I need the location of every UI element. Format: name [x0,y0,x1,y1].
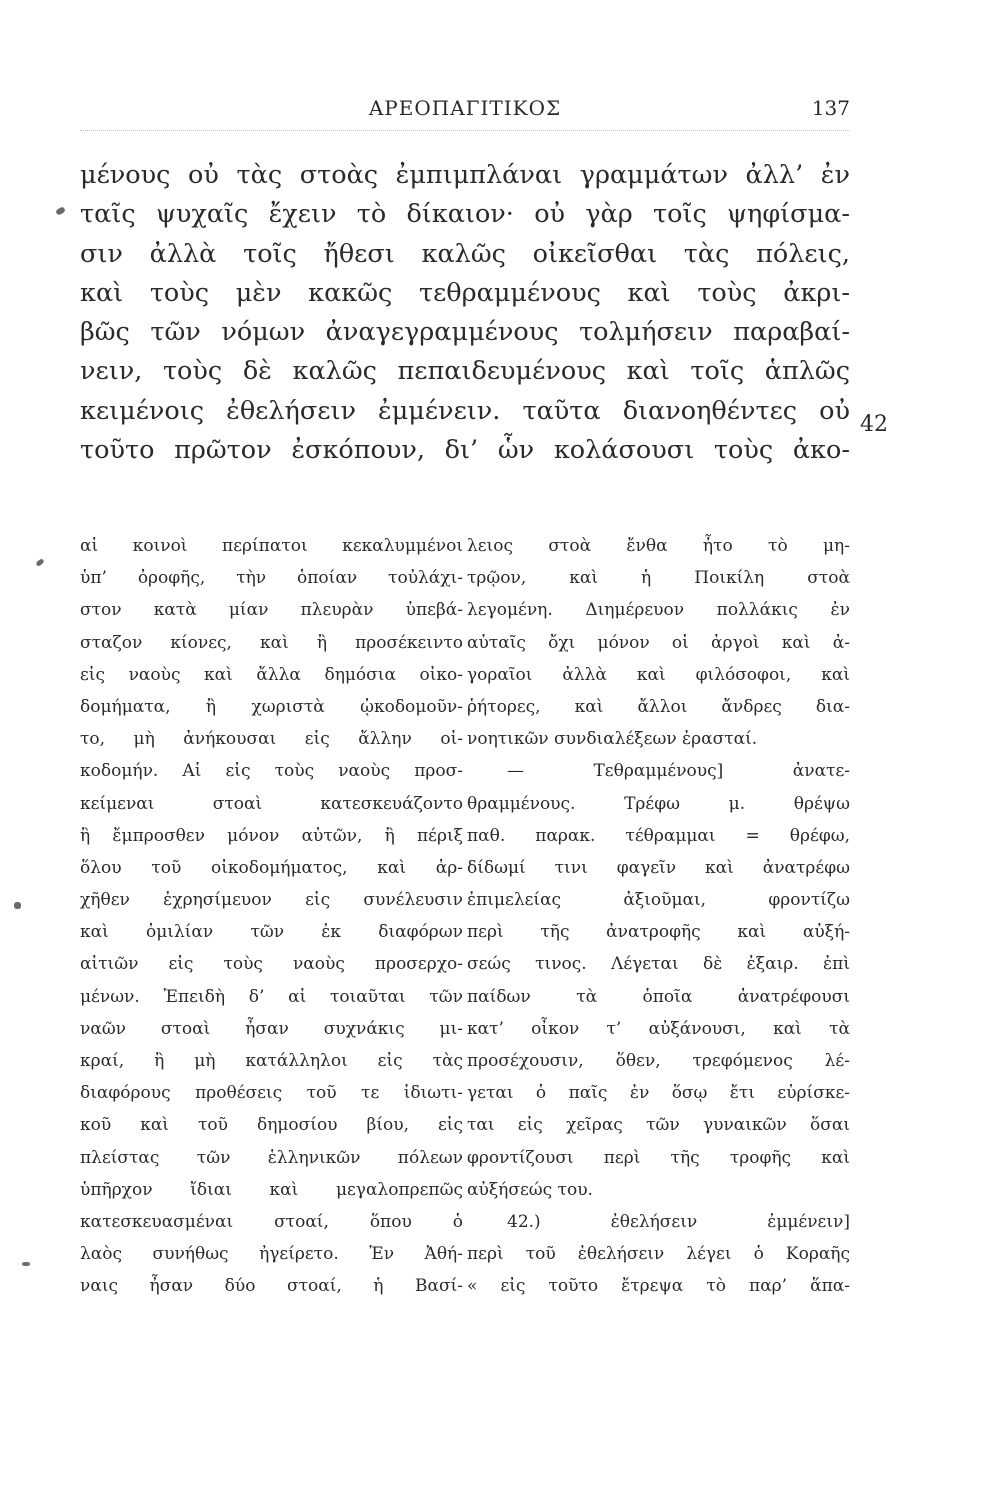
note-line: ἢ ἔμπροσθεν μόνον αὐτῶν, ἢ πέριξ [80,825,463,846]
note-line: παίδων τὰ ὁποῖα ἀνατρέφουσι [467,986,850,1007]
note-line: νοητικῶν συνδιαλέξεων ἐρασταί. [467,729,758,750]
main-text-line: σιν ἀλλὰ τοῖς ἤθεσι καλῶς οἰκεῖσθαι τὰς πόλεις, [80,238,850,269]
note-line: γεται ὁ παῖς ἐν ὅσῳ ἔτι εὑρίσκε- [467,1083,850,1104]
note-line: ναῶν στοαὶ ἦσαν συχνάκις μι- [80,1018,463,1039]
note-line: κατεσκευασμέναι στοαί, ὅπου ὁ [80,1211,463,1232]
ink-mark [35,558,44,567]
note-line: αὐξήσεώς του. [467,1179,593,1200]
note-line: ται εἰς χεῖρας τῶν γυναικῶν ὅσαι [467,1115,850,1136]
note-line: κατ’ οἶκον τ’ αὐξάνουσι, καὶ τὰ [467,1018,850,1039]
main-text-line: μένους οὐ τὰς στοὰς ἐμπιμπλάναι γραμμάτων ἀλλ’ ἐν [80,160,850,190]
note-line: θραμμένους. Τρέφω μ. θρέψω [467,793,850,814]
ink-mark [14,902,21,909]
note-line: διαφόρους προθέσεις τοῦ τε ἰδιωτι- [80,1083,463,1104]
note-line: σταζον κίονες, καὶ ἢ προσέκειντο [80,632,463,653]
note-line: κραί, ἢ μὴ κατάλληλοι εἰς τὰς [80,1051,463,1071]
main-text-block [80,156,850,470]
note-lemma-ethelesein: 42.) ἐθελήσειν ἐμμένειν] [507,1211,850,1232]
ink-mark [22,1262,30,1266]
note-line: λειος στοὰ ἔνθα ἦτο τὸ μη- [467,536,850,556]
note-line: ῥήτορες, καὶ ἄλλοι ἄνδρες δια- [467,696,850,717]
note-line: δίδωμί τινι φαγεῖν καὶ ἀνατρέφω [467,857,850,878]
note-line: φροντίζουσι περὶ τῆς τροφῆς καὶ [467,1147,850,1168]
header-rule [80,130,850,131]
main-text-line: καὶ τοὺς μὲν κακῶς τεθραμμένους καὶ τοὺς ἀκρι- [80,277,850,308]
page-number: 137 [811,96,850,120]
note-line: περὶ τοῦ ἐθελήσειν λέγει ὁ Κοραῆς [467,1244,850,1265]
note-line: περὶ τῆς ἀνατροφῆς καὶ αὐξή- [467,922,850,943]
note-line: προσέχουσιν, ὅθεν, τρεφόμενος λέ- [467,1051,850,1071]
note-line: το, μὴ ἀνήκουσαι εἰς ἄλλην οἰ- [80,729,463,750]
note-line: παθ. παρακ. τέθραμμαι = θρέφω, [467,825,850,846]
note-line: εἰς ναοὺς καὶ ἄλλα δημόσια οἰκο- [80,664,463,685]
note-line: στον κατὰ μίαν πλευρὰν ὑπεβά- [80,600,463,621]
ink-mark [55,206,66,216]
note-line: ὑπῆρχον ἴδιαι καὶ μεγαλοπρεπῶς [80,1179,463,1200]
running-head [80,96,850,126]
notes-right-column [467,530,850,1303]
note-line: αἰτιῶν εἰς τοὺς ναοὺς προσερχο- [80,954,463,975]
note-line: κείμεναι στοαὶ κατεσκευάζοντο [80,793,463,814]
note-line: ναις ἦσαν δύο στοαί, ἡ Βασί- [80,1276,463,1297]
note-lemma-tethrammenous: — Τεθραμμένους] ἀνατε- [507,761,850,782]
note-line: χῆθεν ἐχρησίμευον εἰς συνέλευσιν [80,890,463,911]
note-line: λεγομένη. Διημέρευον πολλάκις ἐν [467,600,850,621]
main-text-line: ταῖς ψυχαῖς ἔχειν τὸ δίκαιον· οὐ γὰρ τοῖς ψηφίσμα- [80,199,850,230]
note-line: κοῦ καὶ τοῦ δημοσίου βίου, εἰς [80,1115,463,1136]
note-line: αἱ κοινοὶ περίπατοι κεκαλυμμένοι [80,536,463,556]
running-title: ΑΡΕΟΠΑΓΙΤΙΚΟΣ [368,96,562,120]
note-line: γοραῖοι ἀλλὰ καὶ φιλόσοφοι, καὶ [467,664,850,685]
note-line: καὶ ὁμιλίαν τῶν ἐκ διαφόρων [80,922,463,943]
note-line: πλείστας τῶν ἑλληνικῶν πόλεων [80,1147,463,1168]
main-text-line: τοῦτο πρῶτον ἐσκόπουν, δι’ ὧν κολάσουσι τοὺς ἀκο- [80,435,850,466]
note-line: ἐπιμελείας ἀξιοῦμαι, φροντίζω [467,890,850,911]
note-line: σεώς τινος. Λέγεται δὲ ἐξαιρ. ἐπὶ [467,954,850,975]
notes-left-column [80,530,463,1303]
note-line: δομήματα, ἢ χωριστὰ ᾠκοδομοῦν- [80,696,463,717]
margin-section-number: 42 [860,412,888,437]
note-line: αὐταῖς ὄχι μόνον οἱ ἀργοὶ καὶ ἀ- [467,632,850,653]
note-line: μένων. Ἐπειδὴ δ’ αἱ τοιαῦται τῶν [80,986,463,1007]
note-line: λαὸς συνήθως ἠγείρετο. Ἐν Ἀθή- [80,1244,463,1265]
main-text-line: βῶς τῶν νόμων ἀναγεγραμμένους τολμήσειν παραβαί- [80,317,850,348]
note-line: ὅλου τοῦ οἰκοδομήματος, καὶ ἀρ- [80,857,463,878]
note-line: κοδομήν. Αἱ εἰς τοὺς ναοὺς προσ- [80,761,463,782]
main-text-line: κειμένοις ἐθελήσειν ἐμμένειν. ταῦτα διανοηθέντες οὐ [80,395,850,426]
note-line: τρῷον, καὶ ἡ Ποικίλη στοὰ [467,568,850,589]
note-line: « εἰς τοῦτο ἔτρεψα τὸ παρ’ ἅπα- [467,1276,850,1297]
main-text-line: νειν, τοὺς δὲ καλῶς πεπαιδευμένους καὶ τοῖς ἁπλῶς [80,356,850,387]
note-line: ὑπ’ ὀροφῆς, τὴν ὁποίαν τοὐλάχι- [80,568,463,589]
